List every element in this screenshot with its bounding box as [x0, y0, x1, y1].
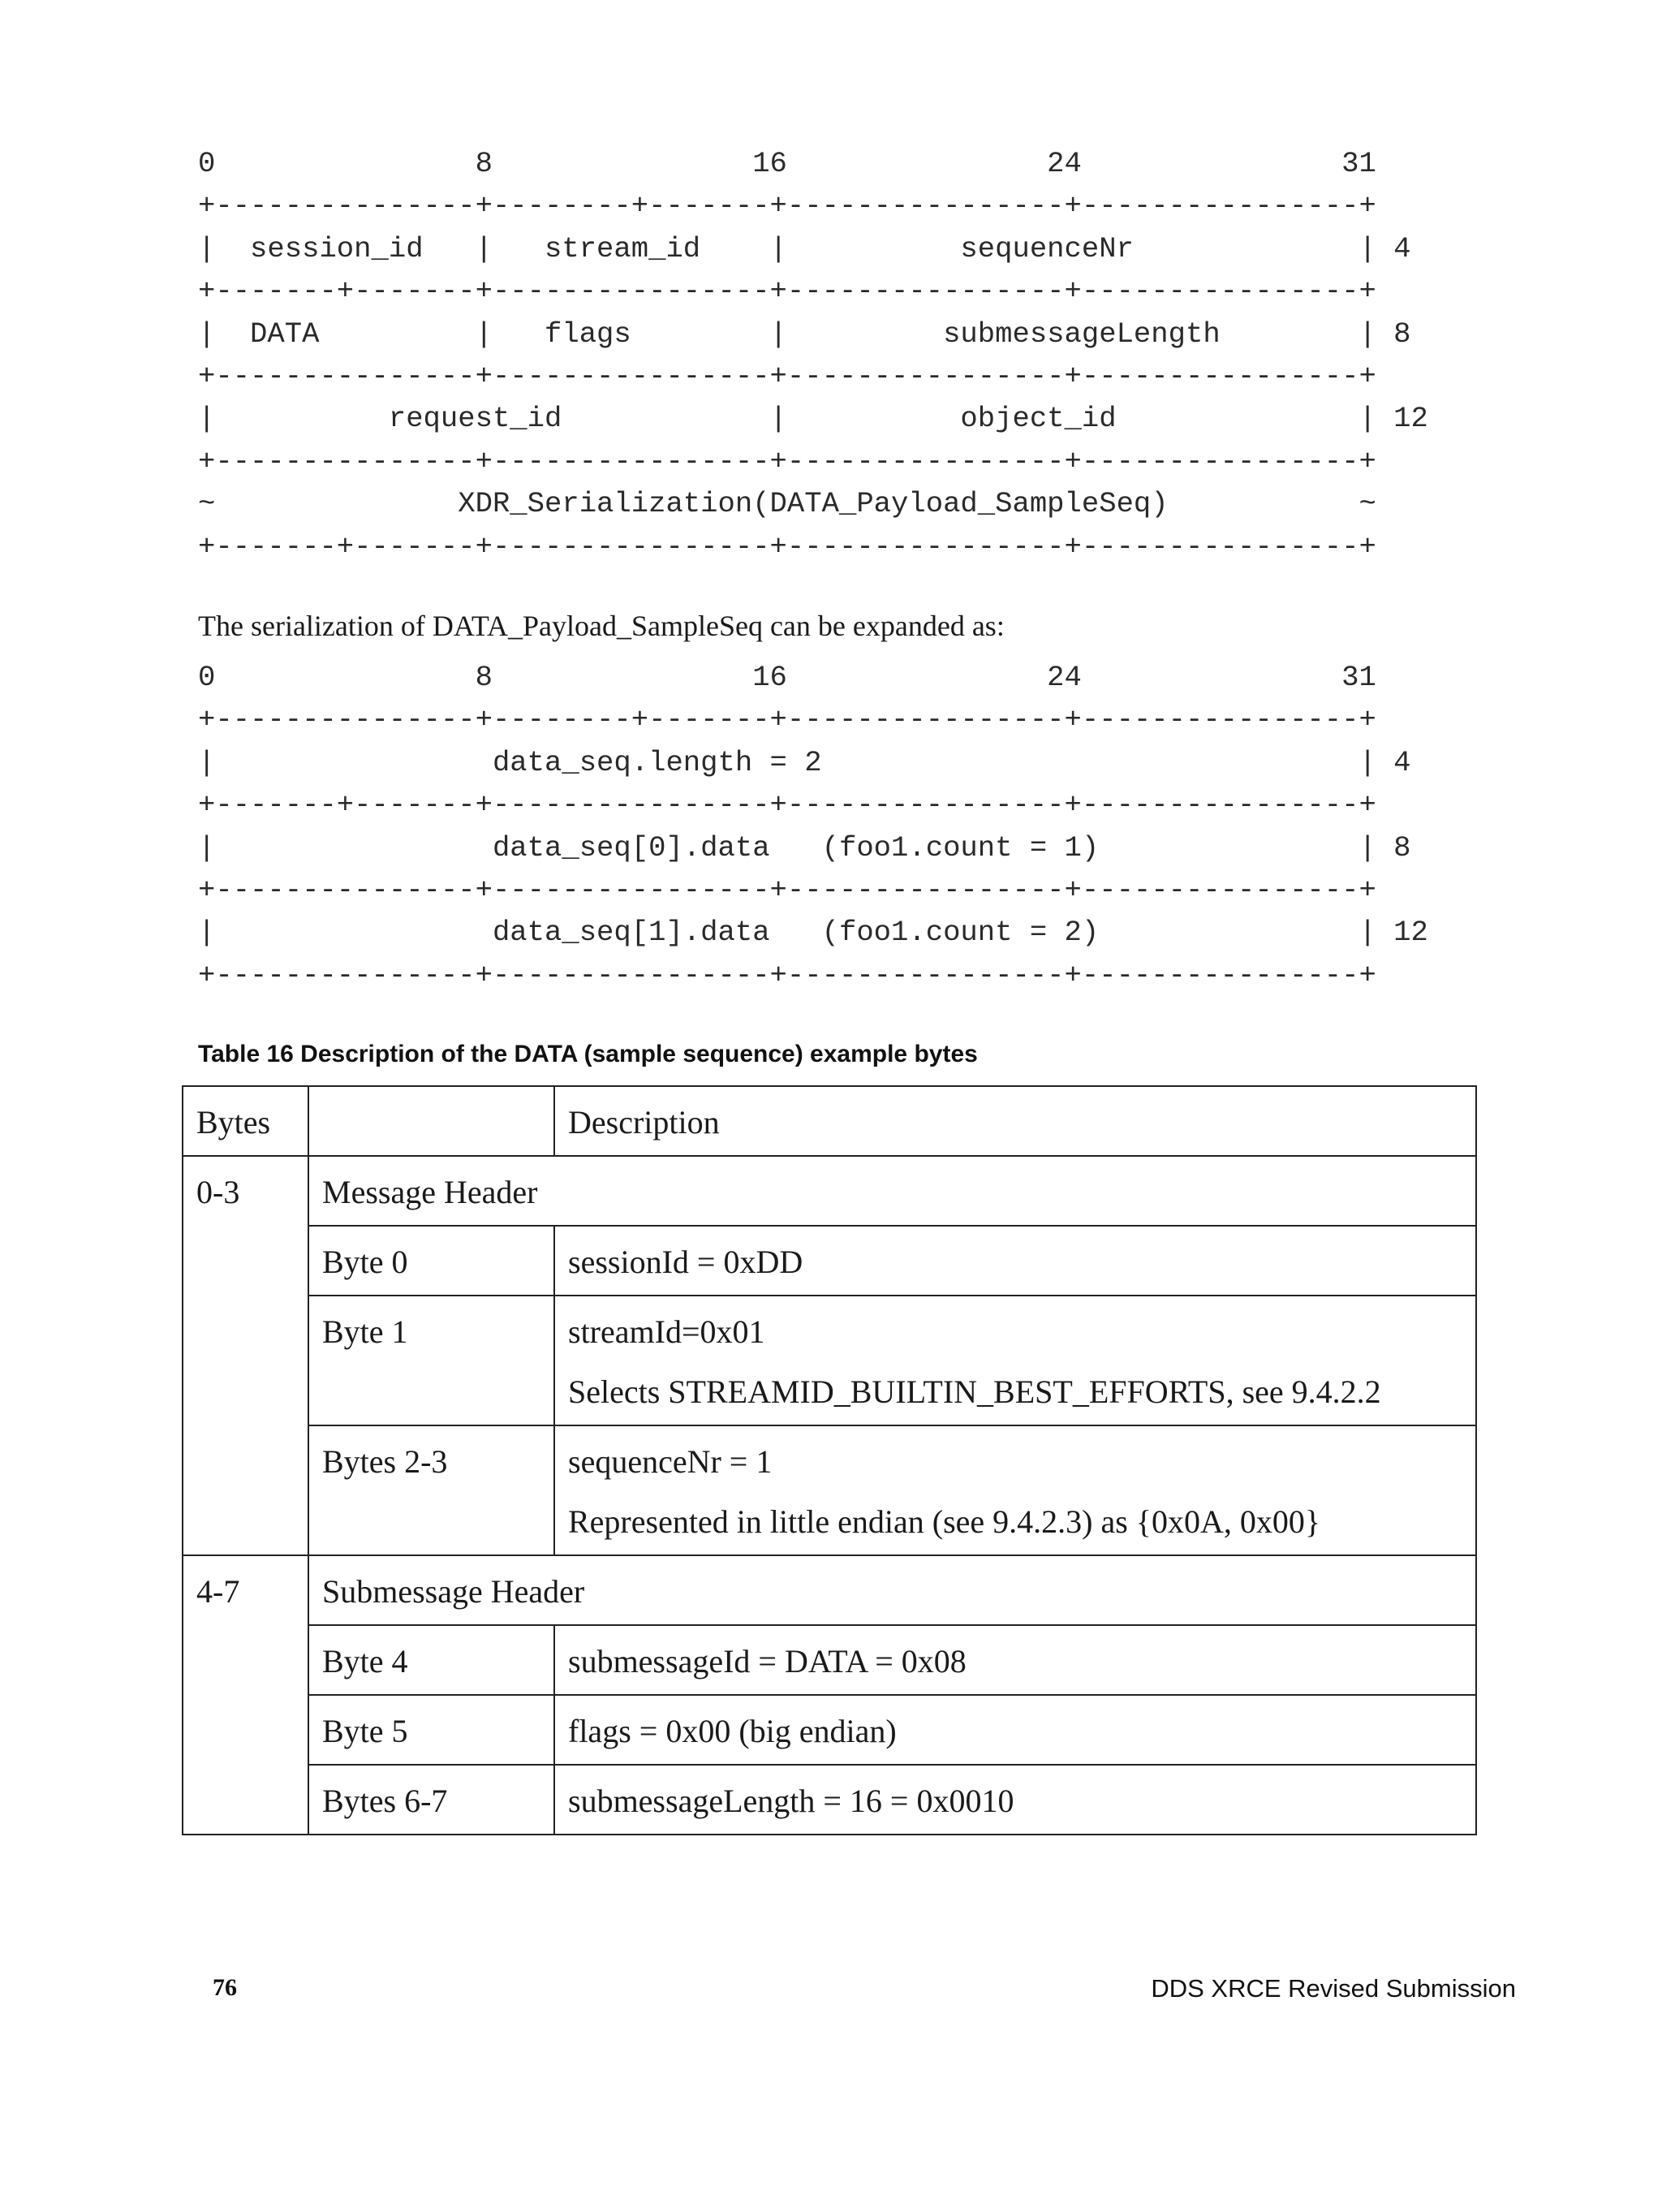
diagram-line: +---------------+----------------+----------------+----------------+ [198, 873, 1376, 907]
description-cell [554, 1695, 1476, 1765]
header-description: Description [554, 1086, 1476, 1156]
diagram-line: | data_seq.length = 2 | 4 [198, 745, 1411, 779]
table-row [183, 1156, 1476, 1226]
diagram-line: 0 8 16 24 31 [198, 661, 1376, 694]
diagram-line: | session_id | stream_id | sequenceNr | 4 [198, 231, 1411, 265]
description-line: streamId=0x01 [568, 1313, 765, 1350]
description-table [182, 1085, 1477, 1835]
byte-cell: Byte 0 [308, 1226, 554, 1296]
description-cell [554, 1765, 1476, 1835]
description-cell [554, 1296, 1476, 1425]
byte-cell: Byte 5 [308, 1695, 554, 1765]
diagram-line: ~ XDR_Serialization(DATA_Payload_SampleSeq) ~ [198, 487, 1376, 521]
table-row [183, 1425, 1476, 1555]
diagram-line: +-------+-------+----------------+----------------+----------------+ [198, 274, 1376, 308]
description-line: Represented in little endian (see 9.4.2.3) as {0x0A, 0x00} [568, 1503, 1321, 1540]
packet-diagram-header [198, 143, 1428, 568]
packet-diagram-payload [198, 657, 1428, 997]
page-number: 76 [213, 1974, 237, 2001]
diagram-line: | DATA | flags | submessageLength | 8 [198, 317, 1411, 351]
group-bytes-cell: 0-3 [183, 1156, 308, 1555]
header-bytes: Bytes [183, 1086, 308, 1156]
byte-cell: Byte 4 [308, 1625, 554, 1695]
byte-cell: Byte 1 [308, 1296, 554, 1425]
description-line: Selects STREAMID_BUILTIN_BEST_EFFORTS, see 9.4.2.2 [568, 1373, 1381, 1410]
table-header-row [183, 1086, 1476, 1156]
table-row [183, 1625, 1476, 1695]
description-cell [554, 1625, 1476, 1695]
document-title: DDS XRCE Revised Submission [1151, 1974, 1516, 2003]
description-line: submessageLength = 16 = 0x0010 [568, 1783, 1014, 1819]
table-row [183, 1555, 1476, 1625]
byte-cell: Bytes 6-7 [308, 1765, 554, 1835]
group-label-cell: Submessage Header [308, 1555, 1476, 1625]
table-row [183, 1226, 1476, 1296]
diagram-line: +---------------+----------------+----------------+----------------+ [198, 444, 1376, 478]
description-line: sessionId = 0xDD [568, 1244, 803, 1280]
group-bytes-cell: 4-7 [183, 1555, 308, 1835]
diagram-line: | data_seq[1].data (foo1.count = 2) | 12 [198, 916, 1428, 950]
description-line: sequenceNr = 1 [568, 1443, 773, 1480]
byte-cell: Bytes 2-3 [308, 1425, 554, 1555]
table-title: Table 16 Description of the DATA (sample sequence) example bytes [198, 1041, 978, 1067]
diagram-line: +---------------+----------------+----------------+----------------+ [198, 359, 1376, 393]
description-line: submessageId = DATA = 0x08 [568, 1643, 967, 1679]
diagram-line: +-------+-------+----------------+----------------+----------------+ [198, 529, 1376, 563]
description-cell [554, 1226, 1476, 1296]
table-row [183, 1765, 1476, 1835]
diagram-line: +-------+-------+----------------+----------------+----------------+ [198, 788, 1376, 822]
serialization-caption: The serialization of DATA_Payload_SampleSeq can be expanded as: [198, 610, 1005, 642]
diagram-line: | data_seq[0].data (foo1.count = 1) | 8 [198, 830, 1411, 865]
diagram-line: | request_id | object_id | 12 [198, 402, 1428, 436]
diagram-line: 0 8 16 24 31 [198, 147, 1376, 180]
table-row [183, 1695, 1476, 1765]
header-sub [308, 1086, 554, 1156]
diagram-line: +---------------+----------------+----------------+----------------+ [198, 958, 1376, 992]
description-line: flags = 0x00 (big endian) [568, 1713, 897, 1749]
table-row [183, 1296, 1476, 1425]
group-label-cell: Message Header [308, 1156, 1476, 1226]
description-cell [554, 1425, 1476, 1555]
diagram-line: +---------------+--------+-------+----------------+----------------+ [198, 703, 1376, 737]
diagram-line: +---------------+--------+-------+----------------+----------------+ [198, 189, 1376, 223]
